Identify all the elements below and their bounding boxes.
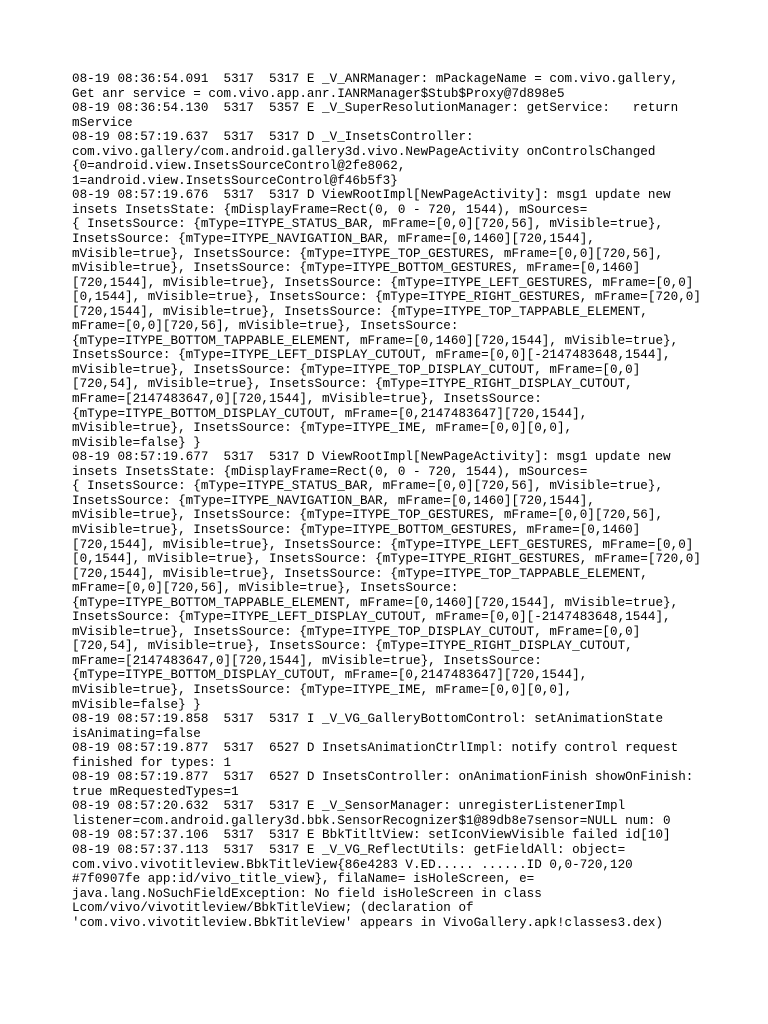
log-line: InsetsSource: {mType=ITYPE_LEFT_DISPLAY_CUTOUT, mFrame=[0,0][-2147483648,1544],	[72, 348, 671, 363]
log-line: [720,1544], mVisible=true}, InsetsSource: {mType=ITYPE_LEFT_GESTURES, mFrame=[0,0]	[72, 537, 694, 552]
log-line: mVisible=true}, InsetsSource: {mType=ITYPE_TOP_GESTURES, mFrame=[0,0][720,56],	[72, 508, 664, 523]
log-line: mVisible=true}, InsetsSource: {mType=ITYPE_TOP_GESTURES, mFrame=[0,0][720,56],	[72, 246, 664, 261]
log-line: { InsetsSource: {mType=ITYPE_STATUS_BAR, mFrame=[0,0][720,56], mVisible=true},	[72, 217, 664, 232]
log-text-block	[72, 72, 702, 930]
log-line: [0,1544], mVisible=true}, InsetsSource: {mType=ITYPE_RIGHT_GESTURES, mFrame=[720,0]	[72, 552, 701, 567]
log-line: mFrame=[2147483647,0][720,1544], mVisible=true}, InsetsSource:	[72, 392, 542, 407]
log-line: [720,54], mVisible=true}, InsetsSource: {mType=ITYPE_RIGHT_DISPLAY_CUTOUT,	[72, 639, 633, 654]
log-line: 08-19 08:57:19.877 5317 6527 D InsetsController: onAnimationFinish showOnFinish:	[72, 770, 694, 785]
log-line: [720,1544], mVisible=true}, InsetsSource: {mType=ITYPE_LEFT_GESTURES, mFrame=[0,0]	[72, 275, 694, 290]
log-line: {0=android.view.InsetsSourceControl@2fe8062,	[72, 159, 406, 174]
log-line: finished for types: 1	[72, 755, 232, 770]
log-line: 08-19 08:57:19.877 5317 6527 D InsetsAnimationCtrlImpl: notify control request	[72, 741, 679, 756]
log-line: 08-19 08:36:54.130 5317 5357 E _V_SuperResolutionManager: getService: return	[72, 101, 679, 116]
log-line: {mType=ITYPE_BOTTOM_TAPPABLE_ELEMENT, mFrame=[0,1460][720,1544], mVisible=true},	[72, 595, 679, 610]
log-line: mVisible=true}, InsetsSource: {mType=ITYPE_BOTTOM_GESTURES, mFrame=[0,1460]	[72, 261, 641, 276]
log-line: 08-19 08:57:19.858 5317 5317 I _V_VG_GalleryBottomControl: setAnimationState	[72, 712, 664, 727]
log-line: InsetsSource: {mType=ITYPE_NAVIGATION_BAR, mFrame=[0,1460][720,1544],	[72, 493, 595, 508]
log-line: 08-19 08:57:19.637 5317 5317 D _V_InsetsController:	[72, 130, 474, 145]
log-line: mVisible=true}, InsetsSource: {mType=ITYPE_IME, mFrame=[0,0][0,0],	[72, 682, 573, 697]
log-line: [0,1544], mVisible=true}, InsetsSource: {mType=ITYPE_RIGHT_GESTURES, mFrame=[720,0]	[72, 290, 701, 305]
log-line: mFrame=[0,0][720,56], mVisible=true}, InsetsSource:	[72, 319, 459, 334]
log-line: mVisible=false} }	[72, 435, 201, 450]
log-line: 08-19 08:57:19.677 5317 5317 D ViewRootImpl[NewPageActivity]: msg1 update new	[72, 450, 671, 465]
log-line: [720,1544], mVisible=true}, InsetsSource: {mType=ITYPE_TOP_TAPPABLE_ELEMENT,	[72, 304, 648, 319]
log-line: mVisible=true}, InsetsSource: {mType=ITYPE_IME, mFrame=[0,0][0,0],	[72, 421, 573, 436]
log-line: mVisible=true}, InsetsSource: {mType=ITYPE_TOP_DISPLAY_CUTOUT, mFrame=[0,0]	[72, 362, 641, 377]
log-line: 'com.vivo.vivotitleview.BbkTitleView' appears in VivoGallery.apk!classes3.dex)	[72, 915, 664, 930]
log-line: 08-19 08:57:37.113 5317 5317 E _V_VG_ReflectUtils: getFieldAll: object=	[72, 842, 626, 857]
log-line: insets InsetsState: {mDisplayFrame=Rect(0, 0 - 720, 1544), mSources=	[72, 464, 588, 479]
log-line: InsetsSource: {mType=ITYPE_LEFT_DISPLAY_CUTOUT, mFrame=[0,0][-2147483648,1544],	[72, 610, 671, 625]
log-line: mVisible=true}, InsetsSource: {mType=ITYPE_TOP_DISPLAY_CUTOUT, mFrame=[0,0]	[72, 624, 641, 639]
log-line: mFrame=[2147483647,0][720,1544], mVisible=true}, InsetsSource:	[72, 653, 542, 668]
log-line: mVisible=true}, InsetsSource: {mType=ITYPE_BOTTOM_GESTURES, mFrame=[0,1460]	[72, 522, 641, 537]
log-line: mFrame=[0,0][720,56], mVisible=true}, InsetsSource:	[72, 581, 459, 596]
log-line: com.vivo.vivotitleview.BbkTitleView{86e4283 V.ED..... ......ID 0,0-720,120	[72, 857, 633, 872]
log-line: 08-19 08:57:20.632 5317 5317 E _V_SensorManager: unregisterListenerImpl	[72, 799, 626, 814]
log-line: mService	[72, 115, 133, 130]
log-line: {mType=ITYPE_BOTTOM_DISPLAY_CUTOUT, mFrame=[0,2147483647][720,1544],	[72, 668, 588, 683]
log-line: {mType=ITYPE_BOTTOM_DISPLAY_CUTOUT, mFrame=[0,2147483647][720,1544],	[72, 406, 588, 421]
log-line: {mType=ITYPE_BOTTOM_TAPPABLE_ELEMENT, mFrame=[0,1460][720,1544], mVisible=true},	[72, 333, 679, 348]
log-line: 08-19 08:57:37.106 5317 5317 E BbkTitltView: setIconViewVisible failed id[10]	[72, 828, 671, 843]
log-line: java.lang.NoSuchFieldException: No field isHoleScreen in class	[72, 886, 542, 901]
log-line: insets InsetsState: {mDisplayFrame=Rect(0, 0 - 720, 1544), mSources=	[72, 202, 588, 217]
log-line: Get anr service = com.vivo.app.anr.IANRManager$Stub$Proxy@7d898e5	[72, 86, 565, 101]
log-line: #7f0907fe app:id/vivo_title_view}, filaName= isHoleScreen, e=	[72, 872, 535, 887]
log-line: [720,54], mVisible=true}, InsetsSource: {mType=ITYPE_RIGHT_DISPLAY_CUTOUT,	[72, 377, 633, 392]
log-line: isAnimating=false	[72, 726, 201, 741]
log-line: 1=android.view.InsetsSourceControl@f46b5f3}	[72, 173, 398, 188]
log-line: InsetsSource: {mType=ITYPE_NAVIGATION_BAR, mFrame=[0,1460][720,1544],	[72, 232, 595, 247]
log-line: listener=com.android.gallery3d.bbk.SensorRecognizer$1@89db8e7sensor=NULL num: 0	[72, 813, 671, 828]
log-line: [720,1544], mVisible=true}, InsetsSource: {mType=ITYPE_TOP_TAPPABLE_ELEMENT,	[72, 566, 648, 581]
log-line: mVisible=false} }	[72, 697, 201, 712]
log-line: true mRequestedTypes=1	[72, 784, 239, 799]
log-line: 08-19 08:57:19.676 5317 5317 D ViewRootImpl[NewPageActivity]: msg1 update new	[72, 188, 671, 203]
log-line: { InsetsSource: {mType=ITYPE_STATUS_BAR, mFrame=[0,0][720,56], mVisible=true},	[72, 479, 664, 494]
log-line: com.vivo.gallery/com.android.gallery3d.vivo.NewPageActivity onControlsChanged	[72, 144, 656, 159]
log-line: 08-19 08:36:54.091 5317 5317 E _V_ANRManager: mPackageName = com.vivo.gallery,	[72, 72, 679, 86]
log-document	[72, 72, 702, 930]
log-line: Lcom/vivo/vivotitleview/BbkTitleView; (declaration of	[72, 901, 474, 916]
